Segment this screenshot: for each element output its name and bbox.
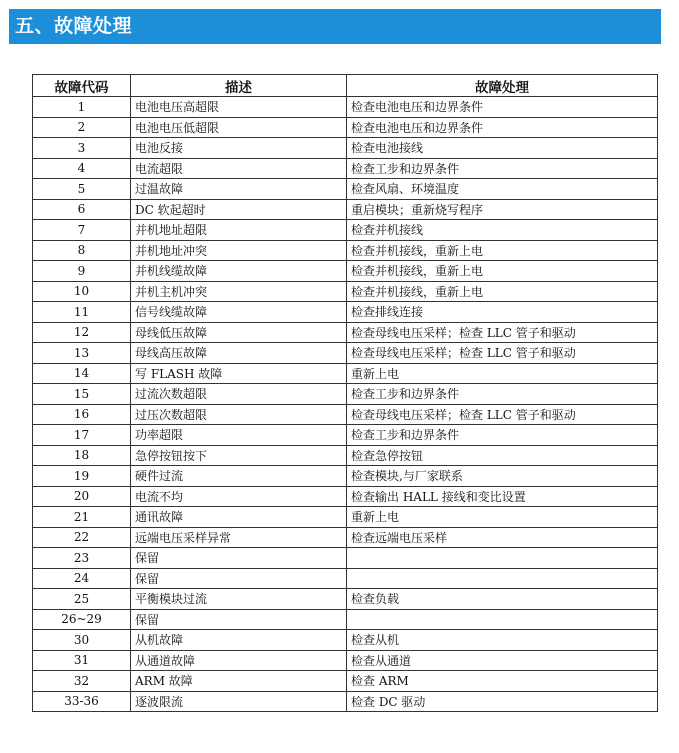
table-row: [33, 240, 658, 261]
table-row: [33, 404, 658, 425]
handling-cell: 检查工步和边界条件: [347, 158, 658, 179]
description-cell: 母线低压故障: [131, 322, 347, 343]
description-cell: ARM 故障: [131, 671, 347, 692]
table-row: [33, 117, 658, 138]
table-row: [33, 138, 658, 159]
header-description: 描述: [131, 75, 347, 97]
description-cell: 电流超限: [131, 158, 347, 179]
handling-cell: 检查风扇、环境温度: [347, 179, 658, 200]
description-cell: 母线高压故障: [131, 343, 347, 364]
handling-cell: 检查模块,与厂家联系: [347, 466, 658, 487]
fault-code-cell: 32: [33, 671, 131, 692]
description-cell: 电池电压高超限: [131, 97, 347, 118]
description-cell: 从通道故障: [131, 650, 347, 671]
handling-cell: 检查急停按钮: [347, 445, 658, 466]
description-cell: 通讯故障: [131, 507, 347, 528]
handling-cell: 检查并机接线，重新上电: [347, 240, 658, 261]
fault-code-table: [32, 74, 658, 712]
handling-cell: 检查电池电压和边界条件: [347, 117, 658, 138]
table-row: [33, 220, 658, 241]
description-cell: 功率超限: [131, 425, 347, 446]
handling-cell: 检查 ARM: [347, 671, 658, 692]
description-cell: 写 FLASH 故障: [131, 363, 347, 384]
table-body: [33, 97, 658, 712]
fault-code-cell: 21: [33, 507, 131, 528]
description-cell: 过温故障: [131, 179, 347, 200]
fault-code-cell: 1: [33, 97, 131, 118]
fault-code-cell: 25: [33, 589, 131, 610]
fault-code-cell: 18: [33, 445, 131, 466]
fault-code-cell: 6: [33, 199, 131, 220]
handling-cell: 重新上电: [347, 507, 658, 528]
table-row: [33, 158, 658, 179]
header-fault-handling: 故障处理: [347, 75, 658, 97]
header-fault-code: 故障代码: [33, 75, 131, 97]
table-row: [33, 425, 658, 446]
fault-code-cell: 30: [33, 630, 131, 651]
fault-code-cell: 9: [33, 261, 131, 282]
table-row: [33, 548, 658, 569]
fault-code-cell: 24: [33, 568, 131, 589]
fault-code-cell: 3: [33, 138, 131, 159]
description-cell: 并机主机冲突: [131, 281, 347, 302]
table-row: [33, 650, 658, 671]
handling-cell: 检查排线连接: [347, 302, 658, 323]
table-row: [33, 343, 658, 364]
handling-cell: 检查并机接线，重新上电: [347, 281, 658, 302]
fault-code-cell: 4: [33, 158, 131, 179]
fault-code-cell: 11: [33, 302, 131, 323]
fault-code-cell: 2: [33, 117, 131, 138]
handling-cell: 检查并机接线，重新上电: [347, 261, 658, 282]
description-cell: 逐波限流: [131, 691, 347, 712]
description-cell: 保留: [131, 548, 347, 569]
table-row: [33, 363, 658, 384]
description-cell: 平衡模块过流: [131, 589, 347, 610]
handling-cell: 检查远端电压采样: [347, 527, 658, 548]
description-cell: 并机地址冲突: [131, 240, 347, 261]
fault-code-cell: 22: [33, 527, 131, 548]
fault-code-cell: 12: [33, 322, 131, 343]
handling-cell: 检查从通道: [347, 650, 658, 671]
description-cell: 信号线缆故障: [131, 302, 347, 323]
fault-code-cell: 16: [33, 404, 131, 425]
table-row: [33, 568, 658, 589]
handling-cell: [347, 609, 658, 630]
fault-code-cell: 31: [33, 650, 131, 671]
description-cell: 并机线缆故障: [131, 261, 347, 282]
description-cell: 并机地址超限: [131, 220, 347, 241]
description-cell: 从机故障: [131, 630, 347, 651]
description-cell: 硬件过流: [131, 466, 347, 487]
table-row: [33, 466, 658, 487]
table-row: [33, 384, 658, 405]
fault-code-cell: 23: [33, 548, 131, 569]
handling-cell: 检查工步和边界条件: [347, 384, 658, 405]
description-cell: 保留: [131, 568, 347, 589]
handling-cell: [347, 548, 658, 569]
handling-cell: 检查电池接线: [347, 138, 658, 159]
table-row: [33, 199, 658, 220]
handling-cell: 重新上电: [347, 363, 658, 384]
fault-code-cell: 13: [33, 343, 131, 364]
fault-code-cell: 26~29: [33, 609, 131, 630]
table-row: [33, 445, 658, 466]
handling-cell: 检查母线电压采样；检查 LLC 管子和驱动: [347, 322, 658, 343]
fault-code-cell: 14: [33, 363, 131, 384]
table-row: [33, 507, 658, 528]
handling-cell: 检查输出 HALL 接线和变比设置: [347, 486, 658, 507]
handling-cell: 重启模块；重新烧写程序: [347, 199, 658, 220]
description-cell: 保留: [131, 609, 347, 630]
handling-cell: 检查电池电压和边界条件: [347, 97, 658, 118]
description-cell: 电流不均: [131, 486, 347, 507]
table-row: [33, 609, 658, 630]
fault-code-cell: 20: [33, 486, 131, 507]
fault-code-cell: 7: [33, 220, 131, 241]
fault-code-cell: 8: [33, 240, 131, 261]
table-row: [33, 630, 658, 651]
handling-cell: 检查 DC 驱动: [347, 691, 658, 712]
fault-code-cell: 15: [33, 384, 131, 405]
table-row: [33, 179, 658, 200]
table-row: [33, 691, 658, 712]
fault-code-cell: 10: [33, 281, 131, 302]
table-header-row: [33, 75, 658, 97]
description-cell: 过压次数超限: [131, 404, 347, 425]
fault-code-cell: 33-36: [33, 691, 131, 712]
table-row: [33, 322, 658, 343]
handling-cell: 检查工步和边界条件: [347, 425, 658, 446]
table-row: [33, 671, 658, 692]
handling-cell: 检查母线电压采样；检查 LLC 管子和驱动: [347, 343, 658, 364]
handling-cell: [347, 568, 658, 589]
table-row: [33, 527, 658, 548]
handling-cell: 检查母线电压采样；检查 LLC 管子和驱动: [347, 404, 658, 425]
description-cell: 过流次数超限: [131, 384, 347, 405]
fault-code-cell: 19: [33, 466, 131, 487]
fault-code-cell: 17: [33, 425, 131, 446]
description-cell: 电池反接: [131, 138, 347, 159]
handling-cell: 检查负载: [347, 589, 658, 610]
table-row: [33, 97, 658, 118]
fault-code-cell: 5: [33, 179, 131, 200]
description-cell: DC 软起超时: [131, 199, 347, 220]
description-cell: 急停按钮按下: [131, 445, 347, 466]
table-row: [33, 261, 658, 282]
handling-cell: 检查并机接线: [347, 220, 658, 241]
handling-cell: 检查从机: [347, 630, 658, 651]
description-cell: 远端电压采样异常: [131, 527, 347, 548]
table-row: [33, 281, 658, 302]
table-row: [33, 589, 658, 610]
table-row: [33, 486, 658, 507]
section-title: 五、故障处理: [9, 9, 661, 44]
description-cell: 电池电压低超限: [131, 117, 347, 138]
table-row: [33, 302, 658, 323]
